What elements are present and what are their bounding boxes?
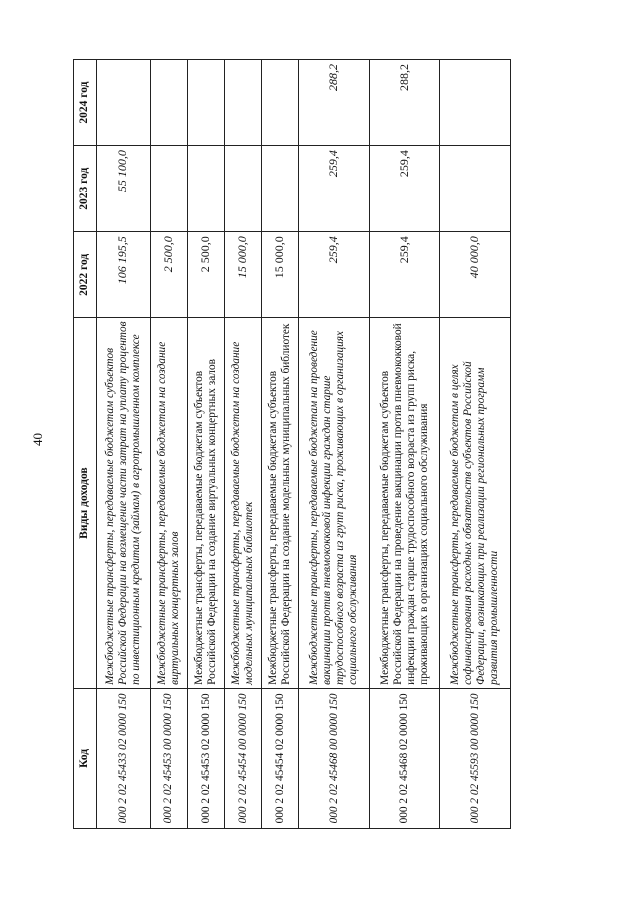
table-row: [187, 60, 224, 829]
row-value-2023: [187, 146, 224, 232]
row-income-type: Межбюджетные трансферты, передаваемые бюджетам в целях софинансирования расходных обязательств субъектов Российской Федерации, возникающих при реализации региональных программ развития промышленности: [440, 318, 511, 688]
table-row: [150, 60, 187, 829]
row-code: 000 2 02 45453 02 0000 150: [187, 688, 224, 828]
header-income-type: Виды доходов: [74, 318, 97, 688]
row-value-2024: 288,2: [369, 60, 440, 146]
row-income-type: Межбюджетные трансферты, передаваемые бюджетам на проведение вакцинации против пневмококковой инфекции граждан старше трудоспособного возраста из групп риска, проживающих в организациях социального обслуживания: [299, 318, 370, 688]
row-value-2024: [187, 60, 224, 146]
table-row: [440, 60, 511, 829]
row-income-type: Межбюджетные трансферты, передаваемые бюджетам субъектов Российской Федерации на создание виртуальных концертных залов: [187, 318, 224, 688]
header-2024: 2024 год: [74, 60, 97, 146]
row-income-type: Межбюджетные трансферты, передаваемые бюджетам на создание виртуальных концертных залов: [150, 318, 187, 688]
page-number: 40: [30, 433, 45, 446]
row-code: 000 2 02 45454 00 0000 150: [225, 688, 262, 828]
table-row: [97, 60, 151, 829]
row-value-2024: [262, 60, 299, 146]
row-income-type: Межбюджетные трансферты, передаваемые бюджетам субъектов Российской Федерации на проведение вакцинации против пневмококковой инфекции граждан старше трудоспособного возраста из групп риска, проживающих в организациях социального обслуживания: [369, 318, 440, 688]
row-value-2023: 55 100,0: [97, 146, 151, 232]
row-value-2024: 288,2: [299, 60, 370, 146]
row-value-2023: [262, 146, 299, 232]
income-table: [73, 59, 511, 829]
row-value-2022: 40 000,0: [440, 232, 511, 318]
row-code: 000 2 02 45468 00 0000 150: [299, 688, 370, 828]
table-row: [299, 60, 370, 829]
row-value-2022: 2 500,0: [150, 232, 187, 318]
row-value-2023: 259,4: [299, 146, 370, 232]
row-income-type: Межбюджетные трансферты, передаваемые бюджетам на создание модельных муниципальных библиотек: [225, 318, 262, 688]
row-value-2024: [440, 60, 511, 146]
row-value-2022: 2 500,0: [187, 232, 224, 318]
table-row: [369, 60, 440, 829]
table-header-row: [74, 60, 97, 829]
row-income-type: Межбюджетные трансферты, передаваемые бюджетам субъектов Российской Федерации на возмещение части затрат на уплату процентов по инвестиционным кредитам (займам) в агропромышленном комплексе: [97, 318, 151, 688]
row-value-2022: 106 195,5: [97, 232, 151, 318]
row-code: 000 2 02 45454 02 0000 150: [262, 688, 299, 828]
row-value-2024: [225, 60, 262, 146]
row-value-2023: 259,4: [369, 146, 440, 232]
header-2022: 2022 год: [74, 232, 97, 318]
row-income-type: Межбюджетные трансферты, передаваемые бюджетам субъектов Российской Федерации на создание модельных муниципальных библиотек: [262, 318, 299, 688]
row-value-2024: [97, 60, 151, 146]
row-value-2022: 15 000,0: [225, 232, 262, 318]
row-code: 000 2 02 45593 00 0000 150: [440, 688, 511, 828]
rotated-table-wrapper: [73, 59, 511, 829]
row-code: 000 2 02 45433 02 0000 150: [97, 688, 151, 828]
row-value-2023: [150, 146, 187, 232]
table-row: [262, 60, 299, 829]
row-code: 000 2 02 45468 02 0000 150: [369, 688, 440, 828]
row-value-2024: [150, 60, 187, 146]
header-code: Код: [74, 688, 97, 828]
row-value-2022: 259,4: [299, 232, 370, 318]
row-value-2023: [225, 146, 262, 232]
row-value-2022: 259,4: [369, 232, 440, 318]
row-value-2022: 15 000,0: [262, 232, 299, 318]
table-row: [225, 60, 262, 829]
header-2023: 2023 год: [74, 146, 97, 232]
row-code: 000 2 02 45453 00 0000 150: [150, 688, 187, 828]
row-value-2023: [440, 146, 511, 232]
